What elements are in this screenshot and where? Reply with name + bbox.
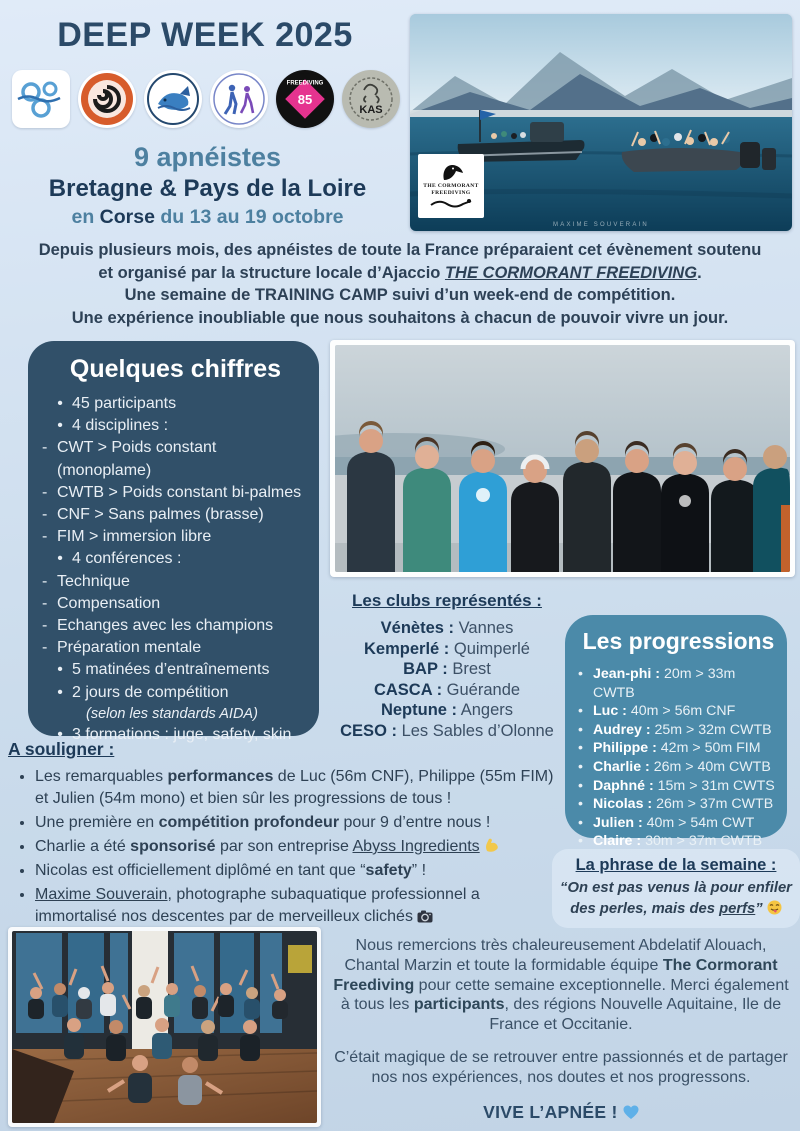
item-text: (selon les standards AIDA) (86, 705, 258, 722)
item-text: 3 formations : juge, safety, skin (72, 725, 292, 743)
list-item (40, 637, 311, 659)
freediving-85-icon (278, 72, 332, 126)
logo-kas (342, 70, 400, 128)
intro-paragraph (8, 239, 792, 329)
item-text: 5 matinées d’entraînements (72, 661, 270, 679)
intro-line-1: Depuis plusieurs mois, des apnéistes de toute la France préparaient cet évènement soutenu (38, 241, 762, 259)
intro-line-3: Une semaine de TRAINING CAMP suivi d’un week-end de compétition. (124, 286, 676, 305)
dash-marker: - (42, 572, 48, 590)
octopus-badge-icon (344, 72, 398, 126)
location-dates-line (0, 206, 415, 229)
highlights-list (8, 766, 560, 928)
abyss-ingredients-link: Abyss Ingredients (352, 838, 480, 855)
list-item (40, 571, 311, 593)
thanks-section (328, 936, 794, 1122)
list-item (40, 437, 311, 481)
item-text: Echanges avec les champions (57, 617, 274, 635)
list-item (40, 393, 311, 415)
progression-text: Nicolas : 26m > 37m CWTB (593, 796, 774, 813)
flex-biceps-emoji-icon (484, 838, 499, 853)
item-text: CWTB > Poids constant bi-palmes (57, 483, 302, 501)
club-name: CESO : (340, 721, 397, 740)
divers-icon (212, 72, 266, 126)
quote-text: “On est pas venus là pour enfiler des perles, mais des perfs” (560, 880, 792, 917)
bullet-marker: • (578, 758, 583, 775)
quote-perfs-underline: perfs (719, 900, 756, 917)
club-item (322, 618, 572, 639)
item-text: Compensation (57, 594, 161, 612)
logo-neptune-vaillante (210, 70, 268, 128)
list-item (40, 615, 311, 637)
bullet-marker: • (578, 740, 583, 757)
logo-brest-apnee-passion (12, 70, 70, 128)
page-title: DEEP WEEK 2025 (57, 16, 353, 54)
thanks-paragraph-2: C’était magique de se retrouver entre passionnés et de partager nos nos expériences, nos doutes et nos progressons. (334, 1048, 788, 1086)
item-text: 2 jours de compétition (72, 683, 229, 701)
item-text: Technique (57, 572, 130, 590)
cormorant-logo (418, 154, 484, 218)
camera-emoji-icon (417, 910, 433, 923)
chiffres-box (28, 341, 319, 743)
blue-heart-emoji-icon (623, 1105, 639, 1120)
item-text: 45 participants (72, 395, 177, 412)
progression-item (578, 777, 779, 796)
cormorant-logo-line2: FREEDIVING (431, 190, 471, 196)
freediving-85-number: 85 (297, 92, 313, 107)
club-city: Brest (452, 660, 491, 679)
bullet-marker: • (57, 550, 63, 568)
intro-line-4: Une expérience inoubliable que nous souhaitons à chacun de pouvoir vivre un jour. (71, 308, 729, 327)
club-item (322, 659, 572, 680)
loc-pre: en (71, 206, 100, 228)
whale-icon (146, 72, 200, 126)
list-item (40, 659, 311, 681)
closing-line: VIVE L’APNÉE ! (328, 1103, 794, 1123)
team-photo (330, 340, 795, 577)
club-name: Neptune : (380, 701, 458, 720)
dash-marker: - (42, 617, 48, 635)
club-city: Vannes (458, 619, 514, 637)
club-city: Les Sables d’Olonne (401, 721, 554, 740)
clubs-title: Les clubs représentés : (352, 591, 542, 610)
progression-item (578, 702, 779, 721)
list-item (40, 593, 311, 615)
participants-bold: participants (413, 996, 505, 1014)
progression-text: Philippe : 42m > 50m FIM (593, 740, 761, 757)
progression-text: Daphné : 15m > 31m CWTS (593, 777, 775, 794)
club-name: Vénètes : (380, 619, 455, 637)
club-logos-row (12, 70, 400, 128)
bullet-marker: • (57, 417, 63, 435)
cormorant-name-emphasis: THE CORMORANT FREEDIVING (444, 263, 698, 282)
highlight-item: • Maxime Souverain, photographe subaquatique professionnel a immortalisé nos descentes par de merveilleux clichés (35, 884, 560, 928)
list-item (40, 548, 311, 570)
team-photo-art (335, 345, 790, 572)
progression-text: Jean-phi : 20m > 33m CWTB (593, 666, 736, 701)
intro-line-2-post: . (697, 263, 702, 282)
item-text: FIM > immersion libre (57, 528, 212, 546)
club-name: CASCA : (373, 680, 443, 699)
progressions-box (565, 615, 787, 850)
logo-cassba (144, 70, 202, 128)
chiffres-title: Quelques chiffres (69, 355, 282, 383)
list-item (40, 526, 311, 548)
cormorant-logo-line1: THE CORMORANT (423, 183, 479, 189)
logo-freediving-85 (276, 70, 334, 128)
highlights-section (8, 739, 560, 930)
club-city: Quimperlé (453, 639, 530, 658)
regions-line: Bretagne & Pays de la Loire (48, 175, 367, 202)
bullet-marker: • (57, 725, 63, 743)
dash-marker: - (42, 528, 48, 546)
logo-les-venetes (78, 70, 136, 128)
highlight-item: • Nicolas est officiellement diplômé en tant que “safety” ! (35, 860, 560, 882)
bullet-marker: • (578, 814, 583, 831)
progressions-title: Les progressions (582, 628, 775, 654)
highlights-title: A souligner : (8, 739, 115, 759)
group-photo-indoor (8, 927, 321, 1127)
cormorant-swimmer-icon (429, 197, 473, 210)
bullet-marker: • (578, 703, 583, 720)
dash-marker: - (42, 639, 48, 657)
bullet-marker: • (578, 666, 583, 682)
club-name: Kemperlé : (364, 639, 450, 658)
progression-text: Luc : 40m > 56m CNF (593, 703, 736, 720)
bullet-marker: • (578, 777, 583, 794)
maxime-souverain-link: Maxime Souverain (35, 886, 168, 903)
apneistes-count: 9 apnéistes (133, 142, 282, 172)
progression-item (578, 814, 779, 833)
thanks-paragraph-1: Nous remercions très chaleureusement Abdelatif Alouach, Chantal Marzin et toute la formidable équipe The Cormorant Freediving pour cette semaine exceptionnelle. Merci également à tous les participants, des régions Nouvelle Aquitaine, Ile de France et Occitanie. (333, 937, 789, 1034)
progression-item (578, 721, 779, 740)
cormorant-team-name: The Cormorant Freediving (333, 956, 778, 994)
highlight-item: • Une première en compétition profondeur pour 9 d’entre nous ! (35, 812, 560, 834)
club-city: Angers (460, 701, 514, 720)
list-item (40, 682, 311, 704)
loc-dates: du 13 au 19 octobre (154, 206, 344, 228)
highlight-item: • Les remarquables performances de Luc (56m CNF), Philippe (55m FIM) et Julien (54m mono) et bien sûr les progressions de tous ! (35, 766, 560, 810)
list-item (40, 415, 311, 437)
group-photo-art (12, 931, 317, 1123)
kas-label: KAS (359, 104, 383, 116)
loc-corse: Corse (99, 206, 155, 228)
progression-text: Claire : 30m > 37m CWTB (593, 833, 763, 850)
boats-photo (410, 14, 792, 231)
progression-item (578, 795, 779, 814)
item-text: CWT > Poids constant (monoplame) (57, 439, 217, 479)
progression-text: Charlie : 26m > 40m CWTB (593, 758, 771, 775)
triskel-icon (14, 72, 68, 126)
list-item (40, 482, 311, 504)
club-name: BAP : (403, 660, 448, 679)
progression-item (578, 665, 779, 702)
cormorant-bird-icon (436, 162, 466, 182)
progression-item (578, 739, 779, 758)
list-item-note (40, 704, 311, 724)
club-city: Guérande (446, 680, 521, 699)
bullet-marker: • (578, 833, 583, 850)
seahorse-spiral-icon (80, 72, 134, 126)
photo-credit: MAXIME SOUVERAIN (553, 222, 649, 228)
clubs-section (322, 591, 572, 742)
quote-title: La phrase de la semaine : (575, 856, 777, 874)
quote-of-week (552, 849, 800, 928)
intro-line-2 (8, 262, 792, 285)
dash-marker: - (42, 506, 48, 524)
dash-marker: - (42, 483, 48, 501)
progression-item (578, 758, 779, 777)
bullet-marker: • (57, 395, 63, 412)
intro-line-2-pre: et organisé par la structure locale d’Ajaccio (98, 263, 445, 282)
highlight-item: • Charlie a été sponsorisé par son entreprise Abyss Ingredients (35, 836, 560, 858)
bullet-marker: • (57, 683, 63, 701)
freediving-85-top-text: FREEDIVING (286, 80, 324, 87)
dash-marker: - (42, 439, 48, 457)
club-item (322, 639, 572, 660)
item-text: 4 disciplines : (72, 417, 169, 435)
dash-marker: - (42, 594, 48, 612)
club-item (322, 680, 572, 701)
progression-text: Audrey : 25m > 32m CWTB (593, 721, 772, 738)
tongue-face-emoji-icon (767, 900, 782, 915)
club-item (322, 700, 572, 721)
item-text: Préparation mentale (57, 639, 202, 657)
item-text: CNF > Sans palmes (brasse) (57, 506, 264, 524)
bullet-marker: • (578, 796, 583, 813)
list-item (40, 504, 311, 526)
bullet-marker: • (578, 721, 583, 738)
item-text: 4 conférences : (72, 550, 182, 568)
progression-text: Julien : 40m > 54m CWT (593, 814, 755, 831)
bullet-marker: • (57, 661, 63, 679)
